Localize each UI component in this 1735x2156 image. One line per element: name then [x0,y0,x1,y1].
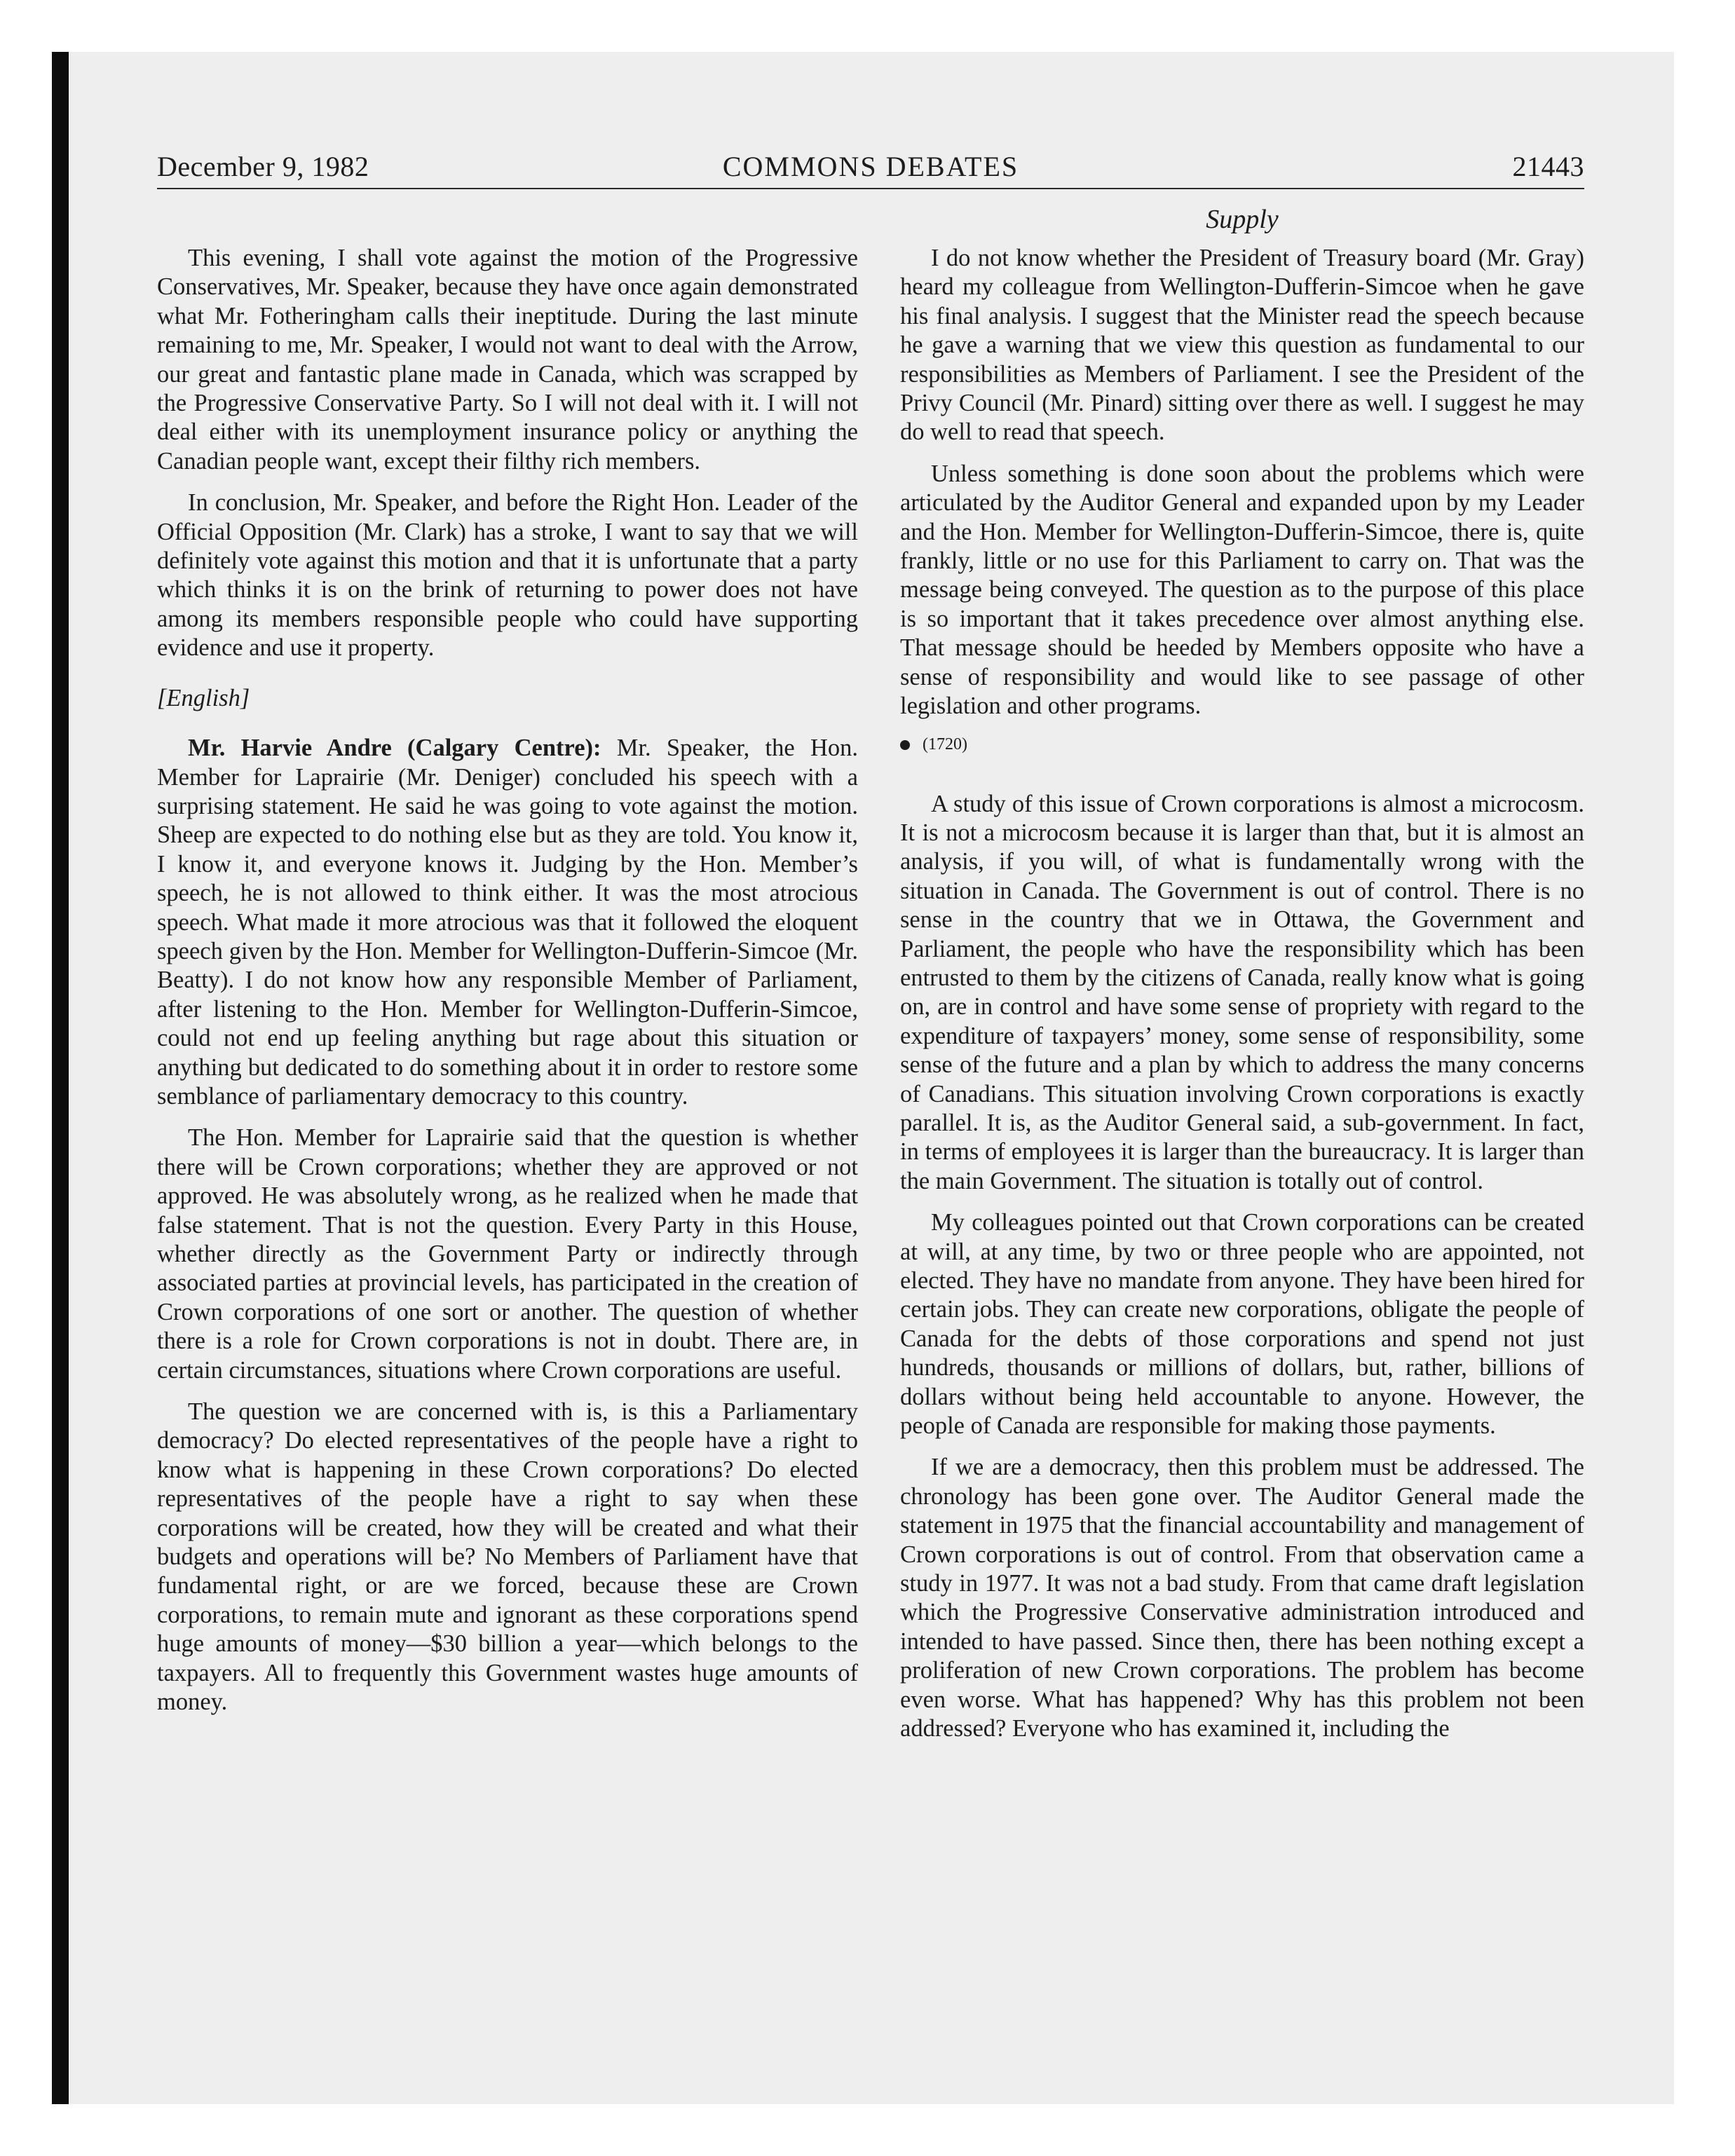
speech-text: Mr. Speaker, the Hon. Member for Laprairie (Mr. Deniger) concluded his speech with a surprising statement. He said he was going to vote against the motion. Sheep are expected to do nothing else but as they are told. You know it, I know it, and everyone knows it. Judging by the Hon. Member’s speech, he is not allowed to think either. It was the most atrocious speech. What made it more atrocious was that it followed the eloquent speech given by the Hon. Member for Wellington-Dufferin-Simcoe (Mr. Beatty). I do not know how any responsible Member of Parliament, after listening to the Hon. Member for Wellington-Dufferin-Simcoe, could not end up feeling anything but rage about this situation or anything but dedicated to do something about it in order to restore some semblance of parliamentary democracy to this country. [157,735,859,1110]
time-marker [900,734,1584,755]
paragraph: This evening, I shall vote against the motion of the Progressive Conservatives, Mr. Speaker, because they have once again demonstrated what Mr. Fotheringham calls their ineptitude. During the last minute remaining to me, Mr. Speaker, I would not want to deal with the Arrow, our great and fantastic plane made in Canada, which was scrapped by the Progressive Conservative Party. So I will not deal with it. I will not deal either with its unemployment insurance policy or anything the Canadian people want, except their filthy rich members. [157,245,858,475]
language-tag: [English] [157,684,250,711]
left-column [157,244,858,1730]
publication-title: COMMONS DEBATES [722,151,1019,182]
header-date: December 9, 1982 [157,151,369,182]
paragraph: I do not know whether the President of Treasury board (Mr. Gray) heard my colleague from Wellington-Dufferin-Simcoe when he gave his final analysis. I suggest that the Minister read the speech because he gave a warning that we view this question as fundamental to our responsibilities as Members of Parliament. I see the President of the Privy Council (Mr. Pinard) sitting over there as well. I suggest he may do well to read that speech. [900,245,1584,446]
paragraph: If we are a democracy, then this problem must be addressed. The chronology has been gone over. The Auditor General made the statement in 1975 that the financial accountability and management of Crown corporations is out of control. From that observation came a study in 1977. It was not a bad study. From that came draft legislation which the Progressive Conservative administration introduced and intended to have passed. Since then, there has been nothing except a proliferation of new Crown corporations. The problem has become even worse. What has happened? Why has this problem not been addressed? Everyone who has examined it, including the [900,1454,1584,1742]
paragraph: My colleagues pointed out that Crown corporations can be created at will, at any time, by two or three people who are appointed, not elected. They have no mandate from anyone. They have been hired for certain jobs. They can create new corporations, obligate the people of Canada for the debts of those corporations and spend not just hundreds, thousands or millions of dollars, but, rather, billions of dollars without being held accountable to anyone. However, the people of Canada are responsible for making those payments. [900,1209,1584,1440]
speech-paragraph [157,734,858,1111]
paragraph: The question we are concerned with is, is this a Parliamentary democracy? Do elected representatives of the people have a right to know what is happening in these Crown corporations? Do elected representatives of the people have a right to say when these corporations will be created, how they will be created and what their budgets and operations will be? No Members of Parliament have that fundamental right, or are we forced, because these are Crown corporations, to remain mute and ignorant as these corporations spend huge amounts of money—$30 billion a year—which belongs to the taxpayers. All to frequently this Government wastes huge amounts of money. [157,1398,858,1716]
right-column [900,244,1584,1756]
paragraph: In conclusion, Mr. Speaker, and before the Right Hon. Leader of the Official Opposition (Mr. Clark) has a stroke, I want to say that we will definitely vote against this motion and that it is unfortunate that a party which thinks it is on the brink of returning to power does not have among its members responsible people who could have supporting evidence and use it property. [157,489,858,662]
page-number: 21443 [1512,151,1584,182]
section-label: Supply [1206,205,1279,234]
time-marker-text: (1720) [923,735,967,753]
page-binding-edge [52,52,69,2104]
paragraph: Unless something is done soon about the problems which were articulated by the Auditor General and expanded upon by my Leader and the Hon. Member for Wellington-Dufferin-Simcoe, there is, quite frankly, little or no use for this Parliament to carry on. That was the message being conveyed. The question as to the purpose of this place is so important that it takes precedence over almost anything else. That message should be heeded by Members opposite who have a sense of responsibility and would like to see passage of other legislation and other programs. [900,460,1584,720]
speaker-name: Mr. Harvie Andre (Calgary Centre): [188,735,601,762]
paragraph: The Hon. Member for Laprairie said that the question is whether there will be Crown corporations; whether they are approved or not approved. He was absolutely wrong, as he realized when he made that false statement. That is not the question. Every Party in this House, whether directly as the Government Party or indirectly through associated parties at provincial levels, has participated in the creation of Crown corporations of one sort or another. The question of whether there is a role for Crown corporations is not in doubt. There are, in certain circumstances, situations where Crown corporations are useful. [157,1124,858,1384]
running-header [157,146,1584,189]
bullet-icon [900,740,910,750]
paragraph: A study of this issue of Crown corporations is almost a microcosm. It is not a microcosm because it is larger than that, but it is almost an analysis, if you will, of what is fundamentally wrong with the situation in Canada. The Government is out of control. There is no sense in the country that we in Ottawa, the Government and Parliament, the people who have the responsibility which has been entrusted to them by the citizens of Canada, really know what is going on, are in control and have some sense of propriety with regard to the expenditure of taxpayers’ money, some sense of responsibility, some sense of the future and a plan by which to address the many concerns of Canadians. This situation involving Crown corporations is exactly parallel. It is, as the Auditor General said, a sub-government. In fact, in terms of employees it is larger than the bureaucracy. It is larger than the main Government. The situation is totally out of control. [900,790,1584,1194]
